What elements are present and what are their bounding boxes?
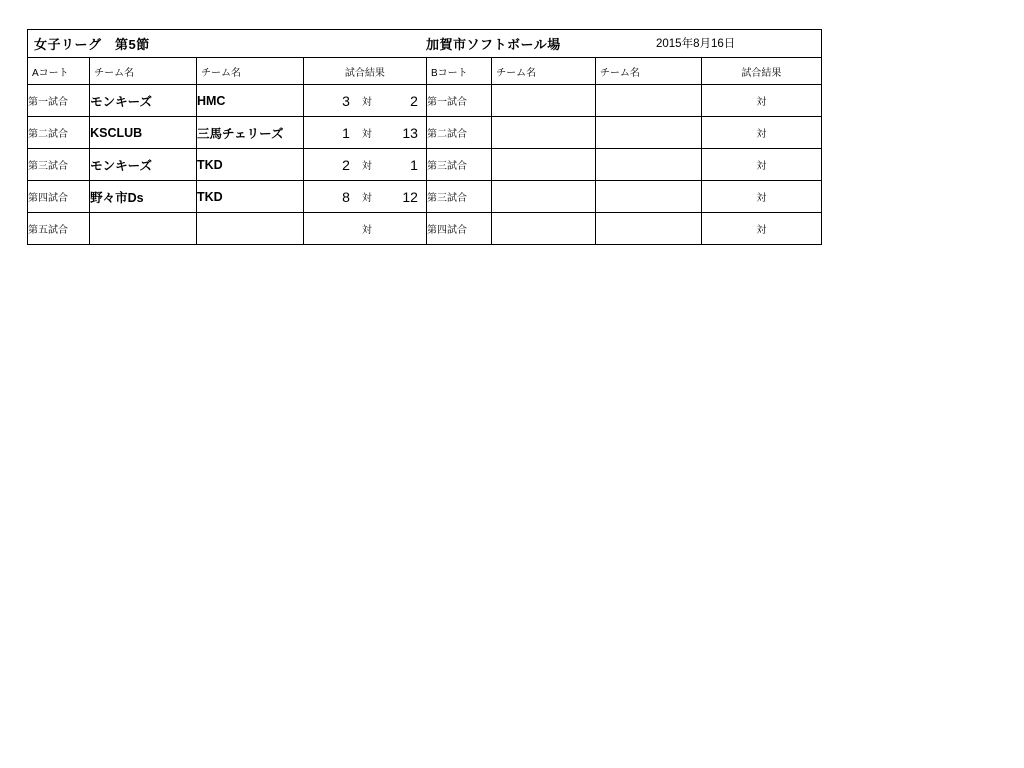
a-team2: [196, 213, 303, 245]
a-score-cell: [303, 181, 426, 213]
a-game-label: 第二試合: [28, 117, 90, 149]
b-game-label: 第三試合: [426, 181, 491, 213]
b-game-label: 第一試合: [426, 85, 491, 117]
b-vs-label: 対: [701, 181, 821, 213]
header-a-team1: チーム名: [90, 58, 197, 85]
b-team1: [492, 117, 596, 149]
b-team2: [595, 85, 701, 117]
a-score-cell: [303, 213, 426, 245]
table-row: [28, 213, 822, 245]
b-game-label: 第三試合: [426, 149, 491, 181]
b-vs-label: 対: [701, 213, 821, 245]
page-title: 女子リーグ 第5節: [34, 37, 150, 52]
vs-label: 対: [361, 225, 372, 236]
a-score-cell: [303, 149, 426, 181]
a-score2: 13: [402, 124, 418, 141]
a-game-label: 第一試合: [28, 85, 90, 117]
b-game-label: 第二試合: [426, 117, 491, 149]
a-team1: モンキーズ: [90, 85, 197, 117]
header-a-team2: チーム名: [196, 58, 303, 85]
b-vs-label: 対: [701, 117, 821, 149]
a-score1: 8: [342, 188, 350, 205]
b-team2: [595, 213, 701, 245]
vs-label: 対: [361, 193, 372, 204]
table-row: [28, 117, 822, 149]
b-team2: [595, 181, 701, 213]
title-cell: [28, 30, 822, 58]
a-score1: 1: [342, 124, 350, 141]
header-row: [28, 58, 822, 85]
a-score1: 3: [342, 92, 350, 109]
a-score-cell: [303, 85, 426, 117]
vs-label: 対: [361, 161, 372, 172]
date-label: 2015年8月16日: [656, 38, 736, 50]
header-a-result: 試合結果: [303, 58, 426, 85]
vs-label: 対: [361, 97, 372, 108]
b-game-label: 第四試合: [426, 213, 491, 245]
a-score2: 12: [402, 188, 418, 205]
b-vs-label: 対: [701, 85, 821, 117]
a-team2: 三馬チェリーズ: [196, 117, 303, 149]
a-team2: TKD: [196, 181, 303, 213]
b-team2: [595, 117, 701, 149]
table-row: [28, 85, 822, 117]
schedule-sheet: [27, 29, 822, 245]
b-vs-label: 対: [701, 149, 821, 181]
title-row: [28, 30, 822, 58]
a-game-label: 第三試合: [28, 149, 90, 181]
venue-label: 加賀市ソフトボール場: [426, 37, 561, 52]
header-b-team2: チーム名: [595, 58, 701, 85]
a-team2: HMC: [196, 85, 303, 117]
vs-label: 対: [361, 129, 372, 140]
header-b-team1: チーム名: [492, 58, 596, 85]
a-game-label: 第四試合: [28, 181, 90, 213]
b-team1: [492, 85, 596, 117]
a-team1: [90, 213, 197, 245]
a-game-label: 第五試合: [28, 213, 90, 245]
a-team2: TKD: [196, 149, 303, 181]
b-team1: [492, 213, 596, 245]
b-team1: [492, 149, 596, 181]
schedule-table: [27, 29, 822, 245]
header-b-result: 試合結果: [701, 58, 821, 85]
a-team1: KSCLUB: [90, 117, 197, 149]
table-row: [28, 181, 822, 213]
a-team1: 野々市Ds: [90, 181, 197, 213]
a-score-cell: [303, 117, 426, 149]
a-score2: 2: [410, 92, 418, 109]
a-score1: 2: [342, 156, 350, 173]
table-row: [28, 149, 822, 181]
a-team1: モンキーズ: [90, 149, 197, 181]
a-score2: 1: [410, 156, 418, 173]
b-team2: [595, 149, 701, 181]
header-b-court: Bコート: [426, 58, 491, 85]
header-a-court: Aコート: [28, 58, 90, 85]
b-team1: [492, 181, 596, 213]
